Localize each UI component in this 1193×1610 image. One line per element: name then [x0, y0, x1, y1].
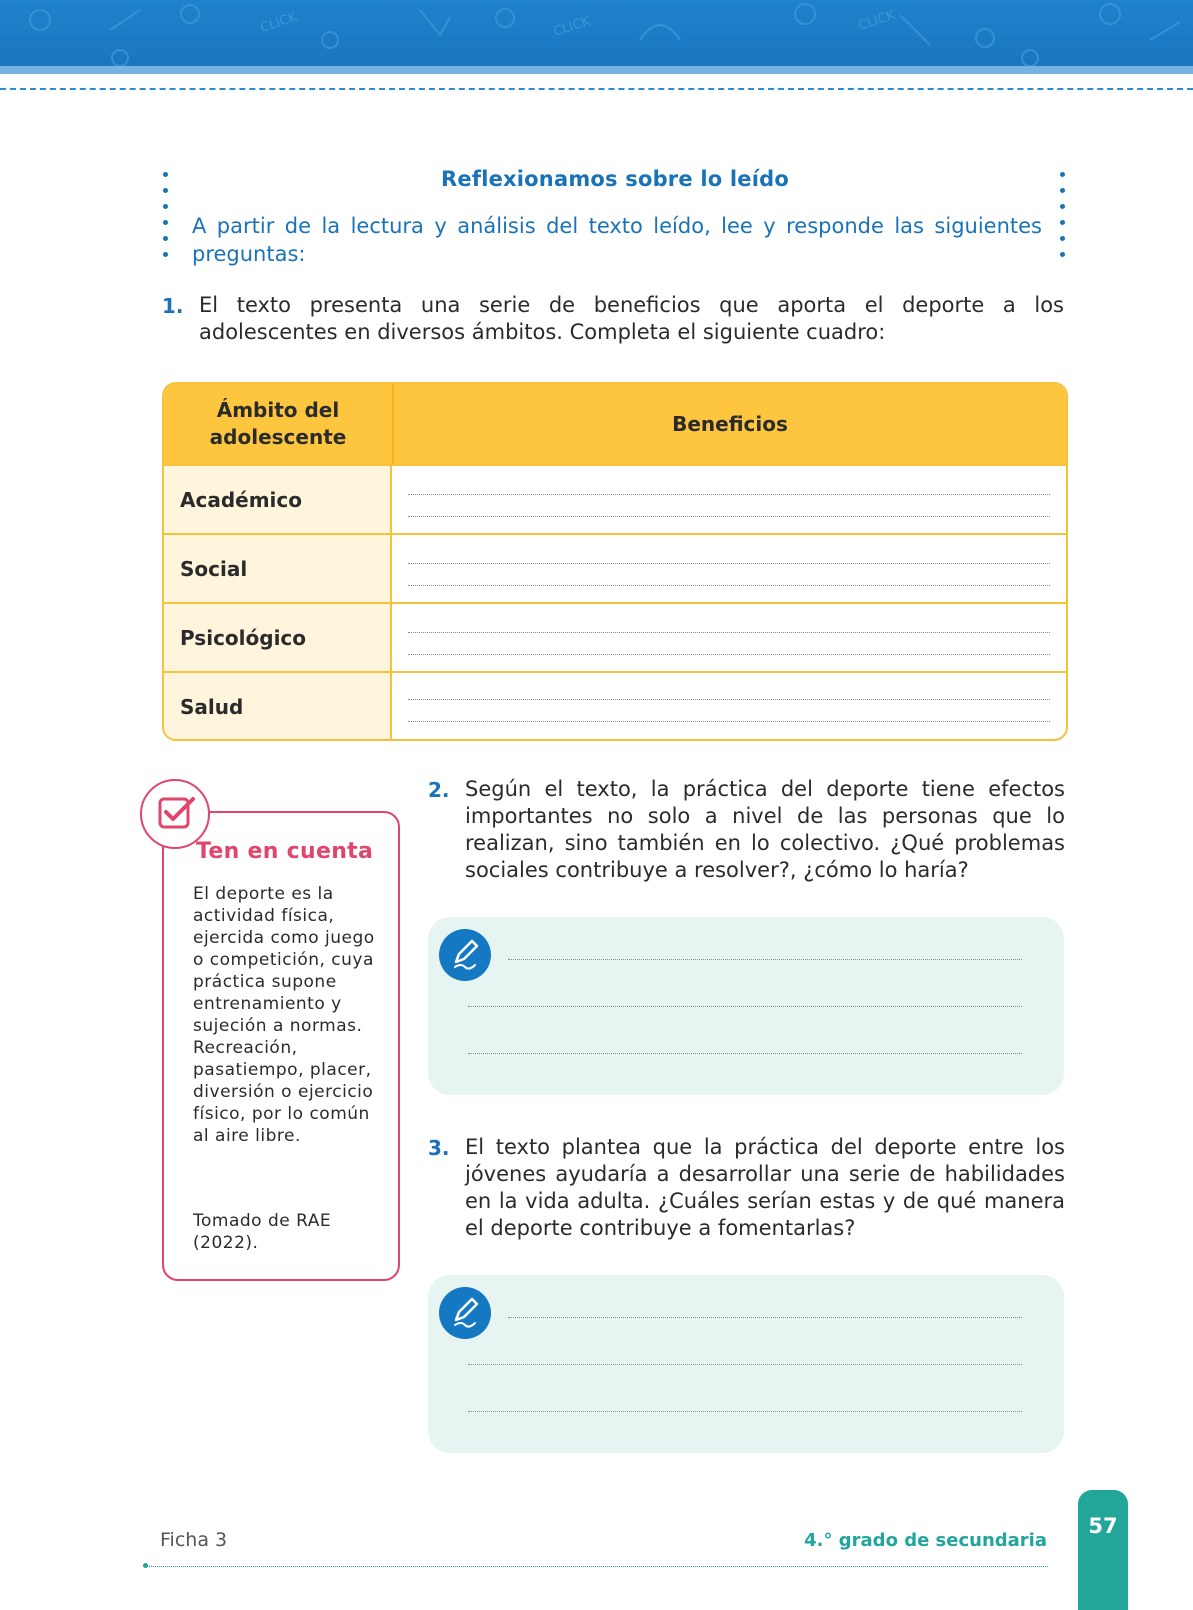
answer-line[interactable]	[468, 1053, 1022, 1054]
answer-line[interactable]	[408, 494, 1050, 495]
header-band	[0, 0, 1193, 74]
doodle-click-1: CLICK	[258, 9, 300, 36]
question-3-text: El texto plantea que la práctica del deporte entre los jóvenes ayudaría a desarrollar una serie de habilidades en la vida adulta. ¿Cuáles serían estas y de qué manera el deporte contribuye a fomentarlas?	[465, 1135, 1065, 1240]
question-1-text: El texto presenta una serie de beneficios que aporta el deporte a los adolescentes en diversos ámbitos. Completa el siguiente cuadro:	[199, 293, 1064, 344]
table-header	[164, 384, 1066, 464]
footer-worksheet-label: Ficha 3	[160, 1529, 228, 1551]
row-label-social: Social	[164, 535, 392, 602]
footer-grade-label: 4.° grado de secundaria	[804, 1530, 1047, 1551]
page-number: 57	[1088, 1514, 1118, 1538]
doodle-click-3: CLICK	[856, 7, 898, 34]
answer-line[interactable]	[508, 1317, 1022, 1318]
answer-line[interactable]	[468, 1411, 1022, 1412]
tip-body: El deporte es la actividad física, ejercida como juego o competición, cuya práctica supone entrenamiento y sujeción a normas. Recreación, pasatiempo, placer, diversión o ejercicio físico, por lo común al aire libre.	[193, 884, 375, 1146]
page-number-tab	[1078, 1490, 1128, 1610]
table-row	[164, 533, 1066, 602]
section-title: Reflexionamos sobre lo leído	[441, 167, 789, 191]
intro-instructions: A partir de la lectura y análisis del texto leído, lee y responde las siguientes preguntas:	[192, 214, 1042, 266]
table-row	[164, 671, 1066, 740]
question-1-number: 1.	[162, 294, 184, 318]
answer-line[interactable]	[408, 563, 1050, 564]
header-dashed-rule	[0, 88, 1193, 90]
tip-source: Tomado de RAE (2022).	[193, 1211, 332, 1253]
question-2-number: 2.	[428, 778, 450, 802]
answer-line[interactable]	[408, 654, 1050, 655]
tip-title: Ten en cuenta	[196, 839, 374, 864]
row-label-salud: Salud	[164, 673, 392, 740]
benefits-table	[162, 382, 1068, 741]
answer-box-2[interactable]	[428, 917, 1064, 1095]
table-row	[164, 464, 1066, 533]
answer-line[interactable]	[468, 1006, 1022, 1007]
table-header-beneficios: Beneficios	[672, 412, 788, 436]
answer-line[interactable]	[408, 585, 1050, 586]
footer-rule	[146, 1566, 1048, 1567]
footer-dot	[143, 1563, 148, 1568]
question-3-number: 3.	[428, 1136, 450, 1160]
answer-line[interactable]	[508, 959, 1022, 960]
row-label-academico: Académico	[164, 466, 392, 533]
question-2-text: Según el texto, la práctica del deporte tiene efectos importantes no solo a nivel de las personas que lo realizan, sino también en lo colectivo. ¿Qué problemas sociales contribuye a resolver?, ¿cómo lo haría?	[465, 777, 1065, 882]
answer-line[interactable]	[408, 699, 1050, 700]
answer-line[interactable]	[408, 632, 1050, 633]
row-label-psicologico: Psicológico	[164, 604, 392, 671]
answer-line[interactable]	[468, 1364, 1022, 1365]
table-header-ambito: Ámbito del adolescente	[164, 384, 394, 464]
answer-line[interactable]	[408, 516, 1050, 517]
pencil-icon	[439, 1287, 491, 1339]
doodle-pattern	[0, 0, 1193, 74]
doodle-click-2: CLICK	[551, 13, 593, 40]
answer-box-3[interactable]	[428, 1275, 1064, 1453]
answer-line[interactable]	[408, 721, 1050, 722]
table-row	[164, 602, 1066, 671]
pencil-icon	[439, 929, 491, 981]
header-stripe	[0, 66, 1193, 74]
